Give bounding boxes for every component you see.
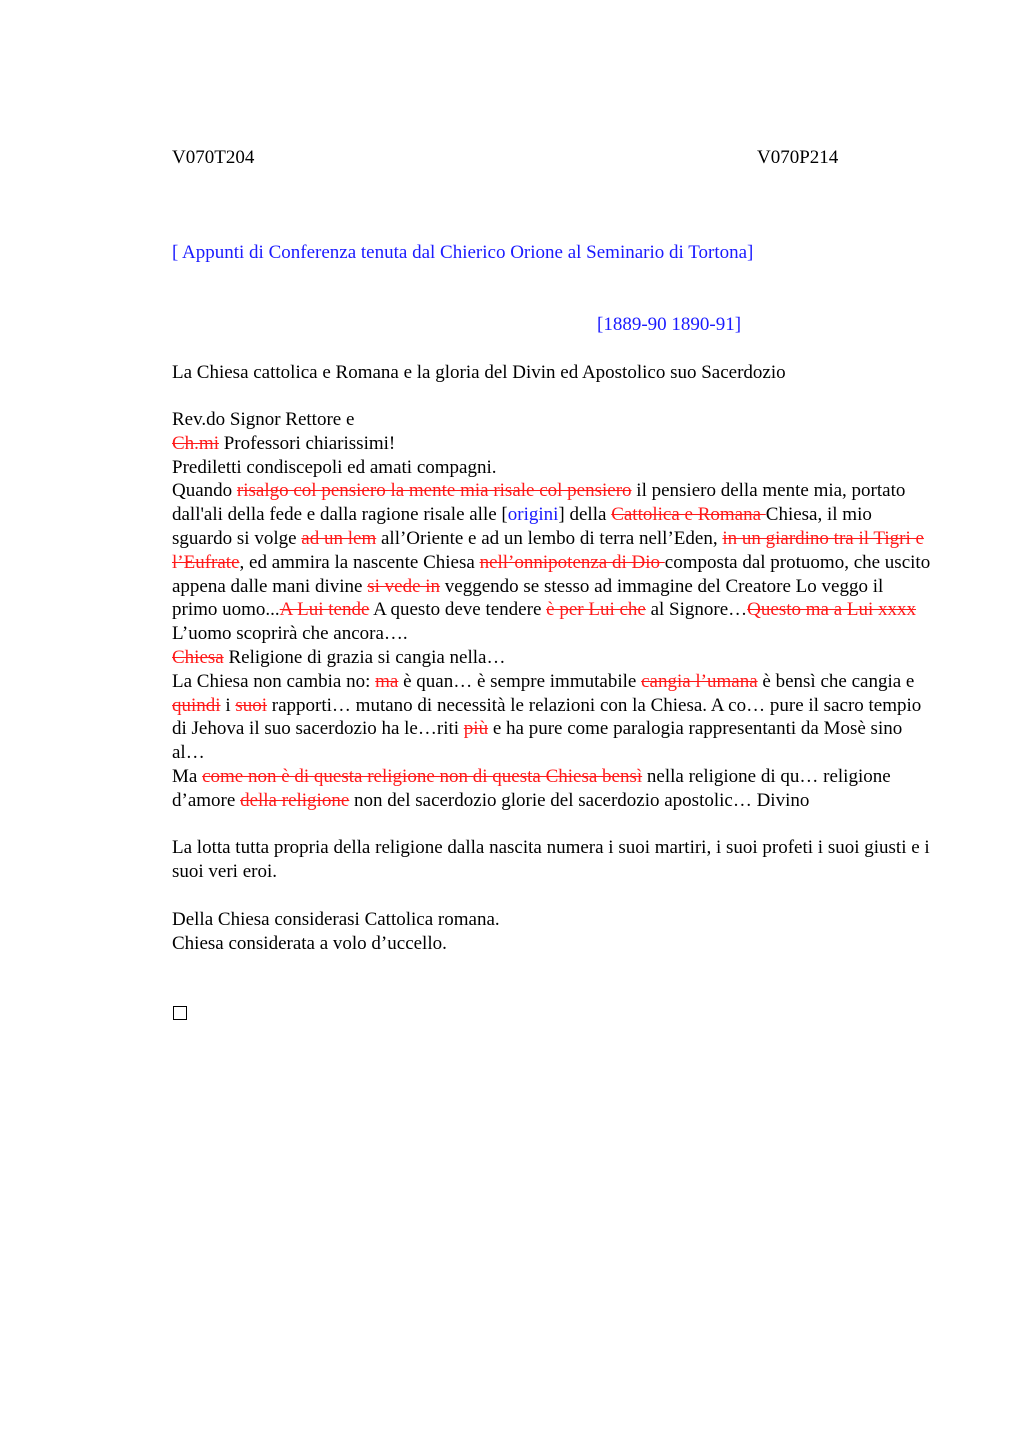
paragraph-chiesa-cattolica: Della Chiesa considerasi Cattolica romana. [172,908,500,930]
deleted-text: A Lui tende [279,599,370,621]
paragraph-ma: Ma come non è di questa religione non di questa Chiesa bensì nella religione di qu… religione d’amore della religione non del sacerdozio glorie del sacerdozio apostolic… Divino [172,765,891,811]
header-left-code: V070T204 [172,147,255,168]
deleted-text: Questo ma a Lui xxxx [747,599,917,621]
deleted-text: nell’onnipotenza di Dio [479,551,665,573]
deleted-text: in un giardino tra il Tigri e l’Eufrate [172,527,924,573]
deleted-text: più [463,718,489,740]
paragraph-religione: Chiesa Religione di grazia si cangia nella… [172,646,506,668]
deleted-text: risalgo col pensiero la mente mia risale col pensiero [236,480,632,502]
paragraph-chiesa-non-cambia: La Chiesa non cambia no: ma è quan… è sempre immutabile cangia l’umana è bensì che cangia e quindi i suoi rapporti… mutano di necessità le relazioni con la Chiesa. A co… pure il sacro tempio di Jehova il suo sacerdozio ha le…riti più e ha pure come paralogia rappresentanti da Mosè sino al… [172,670,922,764]
deleted-text: quindi [172,694,221,716]
paragraph-quando: Quando risalgo col pensiero la mente mia risale col pensiero il pensiero della mente mia, portato dall'ali della fede e dalla ragione risale alle [origini] della Cattolica e Romana Chiesa, il mio sguardo si volge ad un lem all’Oriente e ad un lembo di terra nell’Eden, in un giardino tra il Tigri e l’Eufrate, ed ammira la nascente Chiesa nell’onnipotenza di Dio composta dal protuomo, che uscito appena dalle mani divine si vede in veggendo se stesso ad immagine del Creatore Lo veggo il primo uomo...A Lui tende A questo deve tendere è per Lui che al Signore…Questo ma a Lui xxxx L’uomo scoprirà che ancora…. [172,480,931,645]
deleted-text: ad un lem [301,527,377,549]
salutation-line-2: Ch.mi Professori chiarissimi! [172,432,396,454]
deleted-text: Cattolica e Romana [611,504,766,526]
salutation-line-1: Rev.do Signor Rettore e [172,409,355,430]
paragraph-gap [172,813,932,837]
document-body [172,408,932,955]
title-note: [ Appunti di Conferenza tenuta dal Chierico Orione al Seminario di Tortona] [172,242,754,263]
document-heading: La Chiesa cattolica e Romana e la gloria del Divin ed Apostolico suo Sacerdozio [172,362,786,383]
deleted-text: si vede in [367,575,441,597]
date-note: [1889-90 1890-91] [597,314,742,335]
deleted-text: è per Lui che [546,599,646,621]
deleted-text: come non è di questa religione non di questa Chiesa bensì [202,765,643,787]
paragraph-gap [172,884,932,908]
paragraph-lotta: La lotta tutta propria della religione dalla nascita numera i suoi martiri, i suoi profeti i suoi giusti e i suoi veri eroi. [172,837,930,883]
deleted-text: suoi [235,694,268,716]
deleted-text: Ch.mi [172,432,219,454]
deleted-text: cangia l’umana [641,670,758,692]
deleted-text: della religione [240,789,350,811]
deleted-text: Chiesa [172,646,224,668]
empty-box-glyph [173,1006,187,1020]
paragraph-volo-uccello: Chiesa considerata a volo d’uccello. [172,932,447,954]
salutation-line-3: Prediletti condiscepoli ed amati compagni. [172,456,497,478]
header-right-code: V070P214 [757,147,839,168]
deleted-text: ma [375,670,399,692]
inserted-text: origini [507,504,559,526]
